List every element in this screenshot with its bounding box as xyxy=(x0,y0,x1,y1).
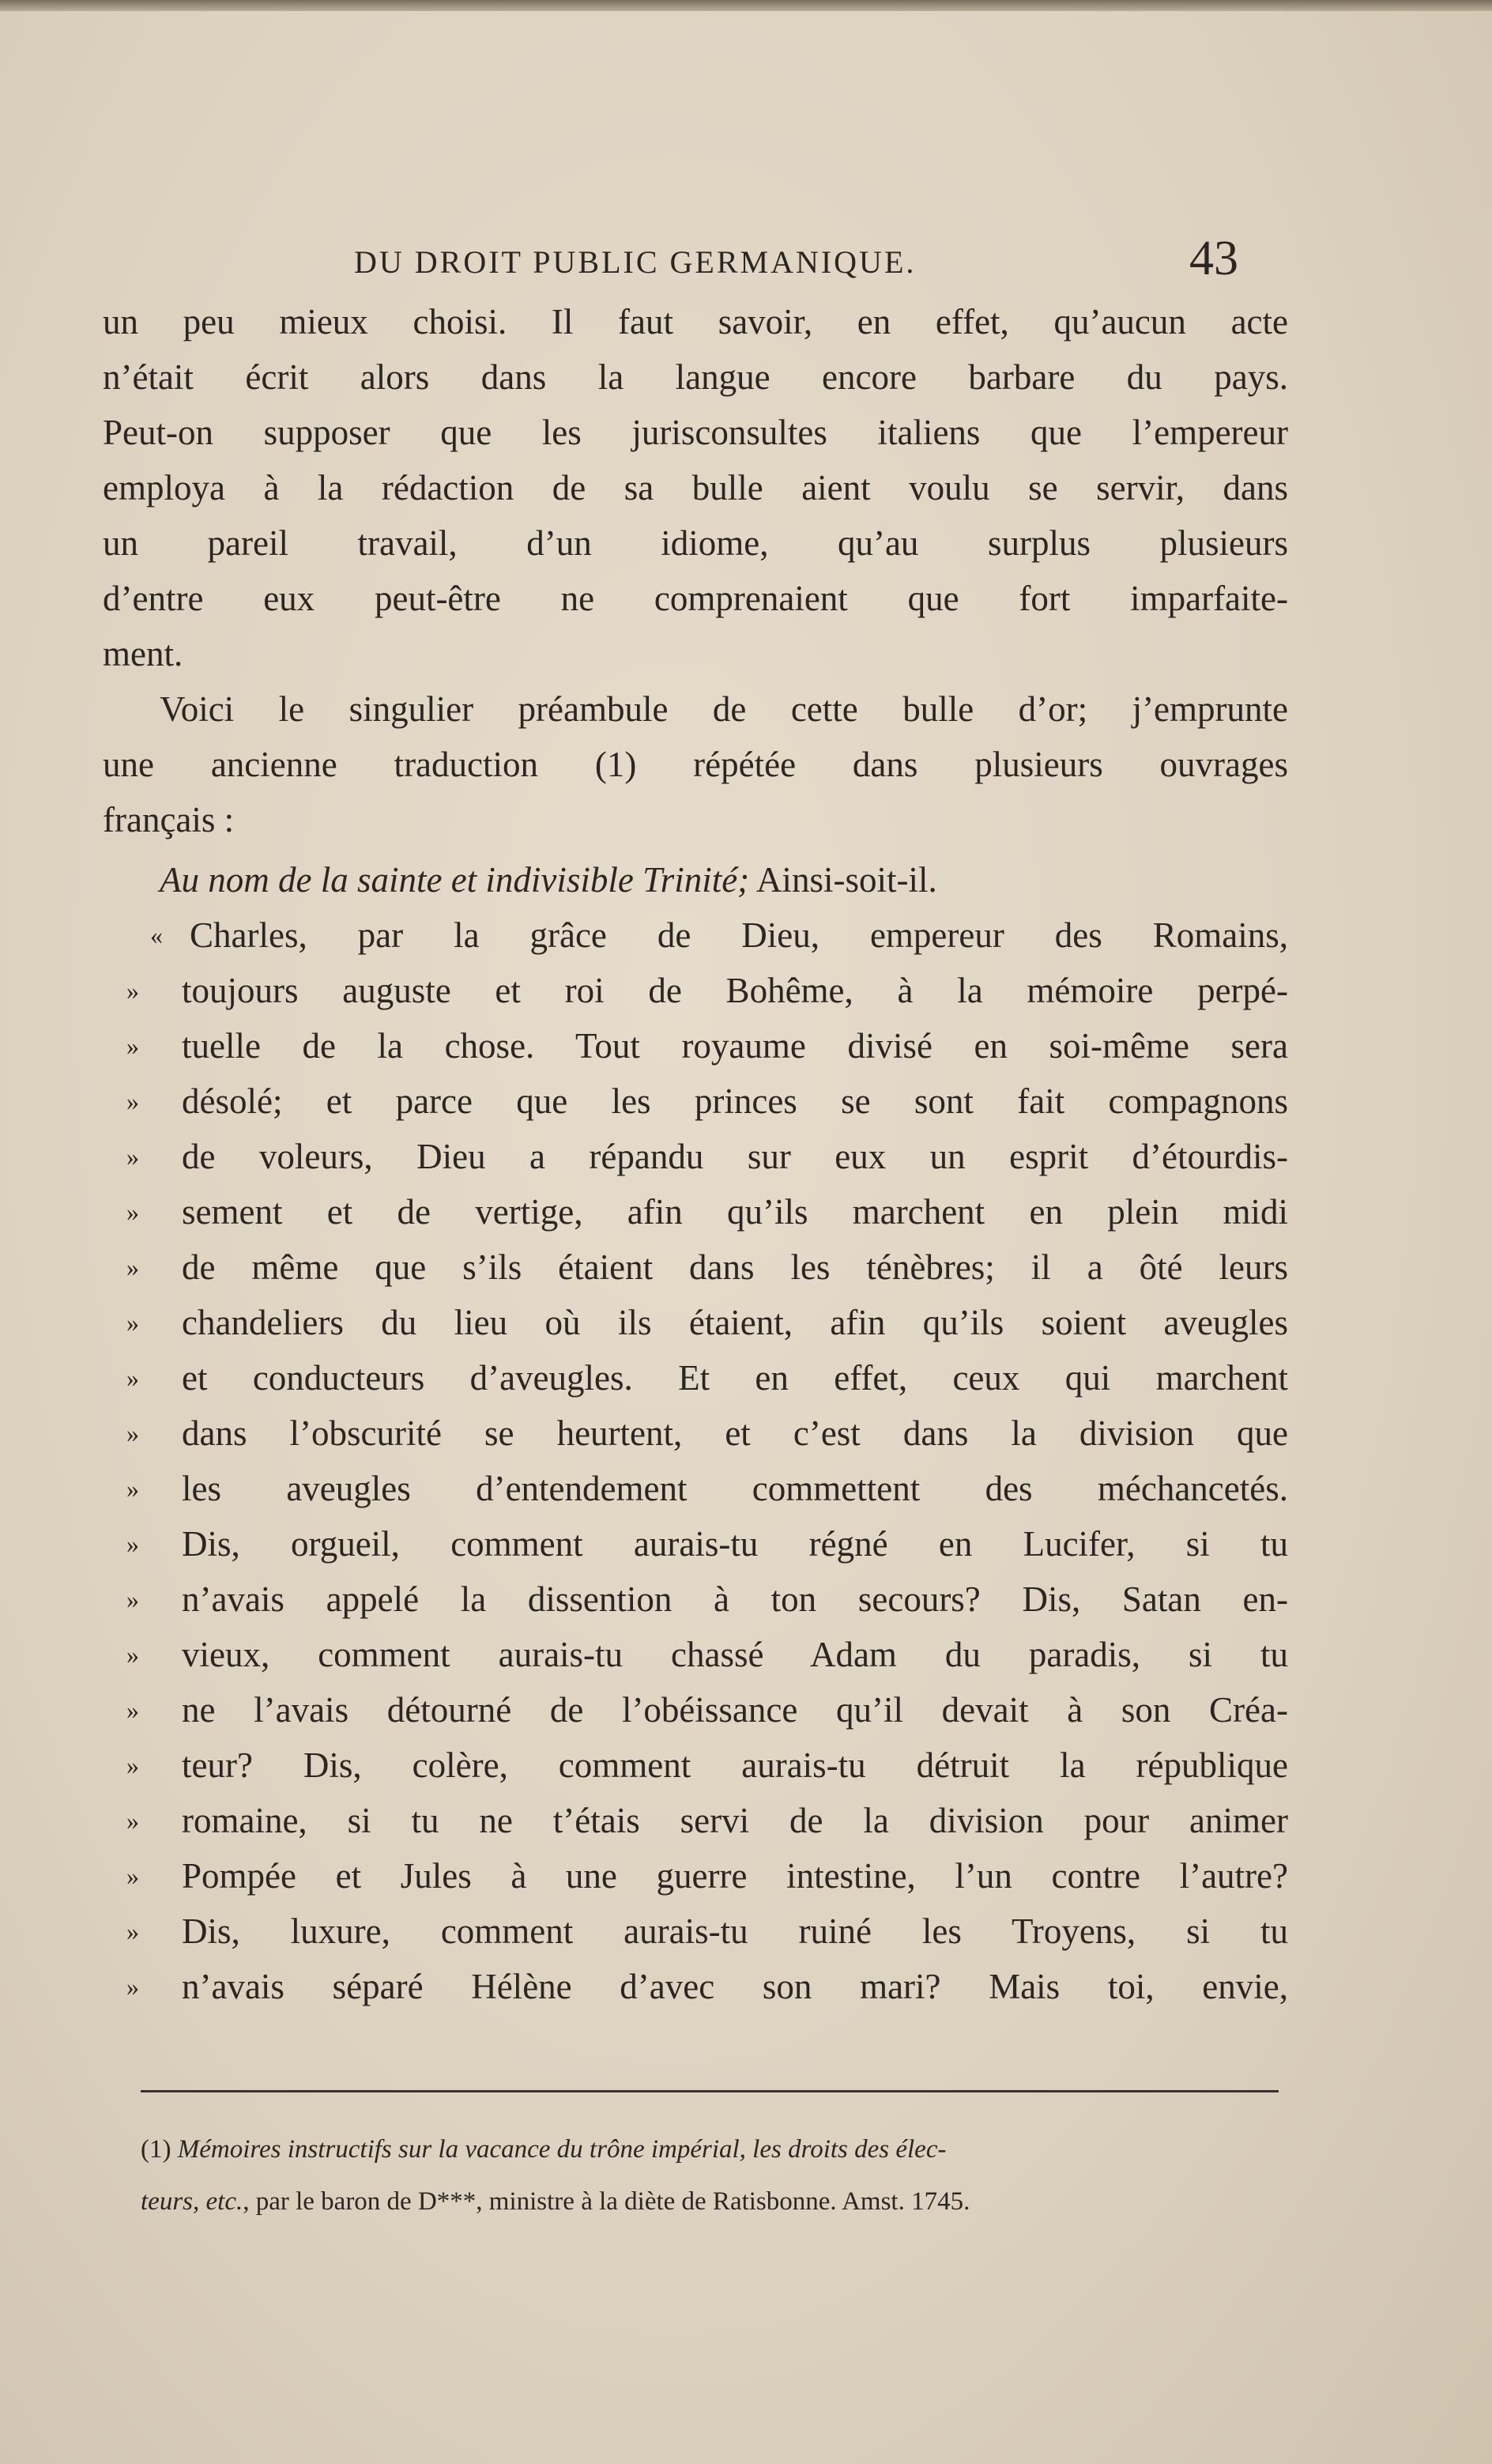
quote-line xyxy=(103,1461,1288,1516)
quote-line xyxy=(103,1074,1288,1129)
quote-line xyxy=(103,1184,1288,1240)
footnote-marker: (1) xyxy=(141,2135,171,2164)
text-line: d’entre eux peut-être ne comprenaient que fort imparfaite- xyxy=(103,579,1288,618)
quote-mark: » xyxy=(126,1530,139,1558)
quote-mark: » xyxy=(126,1972,139,2001)
invocation-italic: Au nom de la sainte et indivisible Trinité; xyxy=(160,860,750,900)
quote-line xyxy=(103,1793,1288,1848)
quote-mark: » xyxy=(126,1087,139,1115)
footnote-rule xyxy=(141,2090,1279,2092)
quote-line xyxy=(103,1350,1288,1406)
quote-text: désolé; et parce que les princes se sont fait compagnons xyxy=(182,1081,1288,1121)
text-line: Voici le singulier préambule de cette bulle d’or; j’emprunte xyxy=(160,689,1288,729)
text-line: français : xyxy=(103,800,235,840)
quote-mark: » xyxy=(126,1751,139,1779)
quote-text: romaine, si tu ne t’étais servi de la division pour animer xyxy=(182,1801,1288,1840)
quote-line xyxy=(103,1904,1288,1959)
quote-mark: » xyxy=(126,1032,139,1060)
invocation-roman: Ainsi-soit-il. xyxy=(749,860,937,900)
quote-line xyxy=(103,1682,1288,1738)
quote-mark: » xyxy=(126,1308,139,1337)
quote-mark: » xyxy=(126,1640,139,1669)
quote-text: Pompée et Jules à une guerre intestine, l’un contre l’autre? xyxy=(182,1856,1288,1896)
quote-lines xyxy=(103,963,1288,2014)
quote-mark: » xyxy=(126,1696,139,1724)
footnote xyxy=(141,2123,1279,2228)
quote-text: n’avais appelé la dissention à ton secours? Dis, Satan en- xyxy=(182,1579,1288,1619)
text-line: employa à la rédaction de sa bulle aient voulu se servir, dans xyxy=(103,468,1288,508)
text-line: un pareil travail, d’un idiome, qu’au surplus plusieurs xyxy=(103,523,1288,563)
quote-mark: » xyxy=(126,1585,139,1613)
quote-text: sement et de vertige, afin qu’ils marchent en plein midi xyxy=(182,1192,1288,1232)
quote-line xyxy=(103,1738,1288,1793)
quote-line xyxy=(103,1240,1288,1295)
quote-text: les aveugles d’entendement commettent des méchancetés. xyxy=(182,1469,1288,1508)
quote-text: chandeliers du lieu où ils étaient, afin qu’ils soient aveugles xyxy=(182,1303,1288,1342)
quote-line xyxy=(103,1959,1288,2014)
quote-text: de voleurs, Dieu a répandu sur eux un esprit d’étourdis- xyxy=(182,1137,1288,1176)
quote-line xyxy=(103,1018,1288,1074)
quote-text: Dis, luxure, comment aurais-tu ruiné les Troyens, si tu xyxy=(182,1911,1288,1951)
quote-mark: » xyxy=(126,1364,139,1392)
footnote-italic: Mémoires instructifs sur la vacance du trône impérial, les droits des élec- xyxy=(177,2135,947,2164)
page-top-edge xyxy=(0,0,1492,11)
quote-text: ne l’avais détourné de l’obéissance qu’il devait à son Créa- xyxy=(182,1690,1288,1730)
quote-mark: » xyxy=(126,976,139,1005)
invocation-line xyxy=(103,852,1288,907)
quote-line xyxy=(103,963,1288,1018)
quote-line xyxy=(103,907,1288,963)
quote-mark: » xyxy=(126,1419,139,1447)
quote-text: Dis, orgueil, comment aurais-tu régné en Lucifer, si tu xyxy=(182,1524,1288,1564)
text-line: un peu mieux choisi. Il faut savoir, en effet, qu’aucun acte xyxy=(103,302,1288,341)
quote-mark: » xyxy=(126,1253,139,1281)
quote-mark: » xyxy=(126,1198,139,1226)
page-header xyxy=(103,231,1288,294)
quote-mark: « xyxy=(150,921,163,949)
quote-mark: » xyxy=(126,1862,139,1890)
quote-mark: » xyxy=(126,1474,139,1503)
quote-mark: » xyxy=(126,1806,139,1835)
quote-line xyxy=(103,1129,1288,1184)
quote-text: toujours auguste et roi de Bohême, à la mémoire perpé- xyxy=(182,971,1288,1010)
running-title: DU DROIT PUBLIC GERMANIQUE. xyxy=(354,244,917,280)
quote-mark: » xyxy=(126,1917,139,1945)
quote-line xyxy=(103,1516,1288,1572)
text-line: ment. xyxy=(103,634,183,674)
quote-text: Charles, par la grâce de Dieu, empereur des Romains, xyxy=(190,915,1288,955)
quote-text: vieux, comment aurais-tu chassé Adam du paradis, si tu xyxy=(182,1635,1288,1674)
text-line: Peut-on supposer que les jurisconsultes italiens que l’empereur xyxy=(103,413,1288,452)
footnote-line xyxy=(141,2123,1279,2175)
quote-line xyxy=(103,1295,1288,1350)
quote-text: et conducteurs d’aveugles. Et en effet, ceux qui marchent xyxy=(182,1358,1288,1398)
body-text xyxy=(103,294,1288,2014)
quote-mark: » xyxy=(126,1142,139,1171)
quote-text: de même que s’ils étaient dans les ténèbres; il a ôté leurs xyxy=(182,1247,1288,1287)
quote-text: n’avais séparé Hélène d’avec son mari? Mais toi, envie, xyxy=(182,1967,1288,2006)
quote-line xyxy=(103,1627,1288,1682)
footnote-roman: , par le baron de D***, ministre à la diète de Ratisbonne. Amst. 1745. xyxy=(243,2187,970,2216)
quote-line xyxy=(103,1848,1288,1904)
quote-text: teur? Dis, colère, comment aurais-tu détruit la république xyxy=(182,1745,1288,1785)
quote-line xyxy=(103,1406,1288,1461)
footnote-italic: teurs, etc. xyxy=(141,2187,243,2216)
footnote-line xyxy=(141,2175,1279,2228)
page-number: 43 xyxy=(1189,232,1238,285)
quote-text: tuelle de la chose. Tout royaume divisé en soi-même sera xyxy=(182,1026,1288,1066)
quote-text: dans l’obscurité se heurtent, et c’est dans la division que xyxy=(182,1413,1288,1453)
text-line: une ancienne traduction (1) répétée dans plusieurs ouvrages xyxy=(103,745,1288,784)
text-line: n’était écrit alors dans la langue encore barbare du pays. xyxy=(103,357,1288,397)
quote-line xyxy=(103,1572,1288,1627)
